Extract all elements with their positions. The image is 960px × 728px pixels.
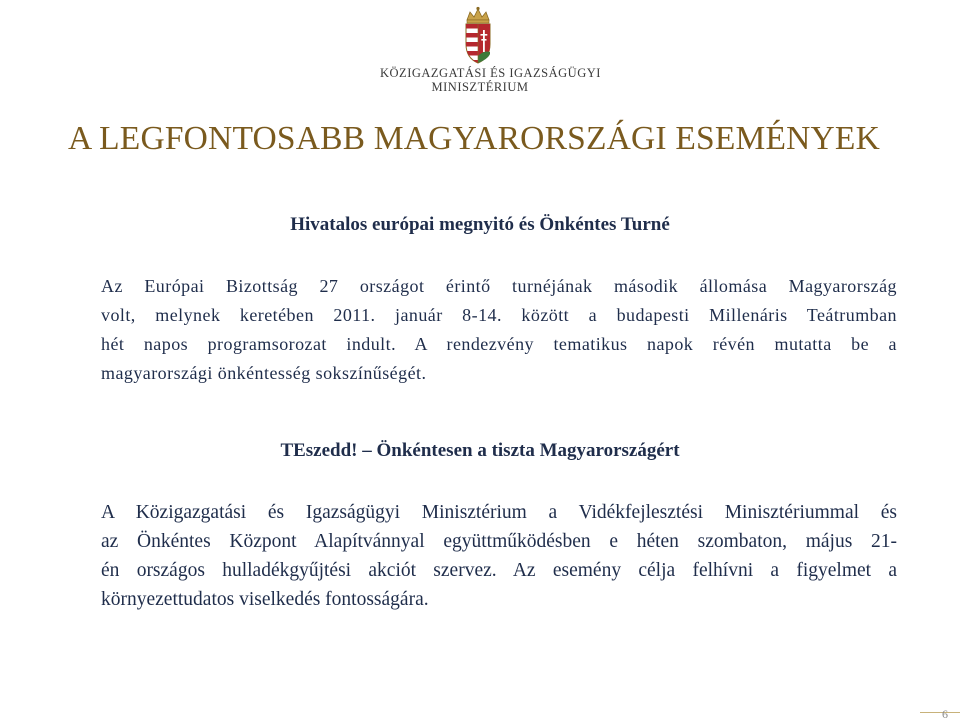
paragraph-line: A Közigazgatási és Igazságügyi Minisztérium a Vidékfejlesztési Minisztériummal és	[101, 502, 897, 523]
section1-paragraph	[101, 272, 897, 388]
ministry-name-line2: MINISZTÉRIUM	[431, 80, 529, 94]
paragraph-line: magyarországi önkéntesség sokszínűségét.	[101, 363, 427, 383]
paragraph-line: volt, melynek keretében 2011. január 8-14. között a budapesti Millenáris Teátrumban	[101, 305, 897, 325]
section2-paragraph	[101, 498, 897, 614]
ministry-name-line1: KÖZIGAZGATÁSI ÉS IGAZSÁGÜGYI	[380, 66, 601, 80]
paragraph-line: hét napos programsorozat indult. A rendezvény tematikus napok révén mutatta be a	[101, 334, 897, 354]
footer-divider	[920, 712, 960, 713]
section1-heading: Hivatalos európai megnyitó és Önkéntes Turné	[290, 214, 670, 235]
paragraph-line: Az Európai Bizottság 27 országot érintő turnéjának második állomása Magyarország	[101, 276, 897, 296]
page-number: 6	[942, 707, 948, 721]
paragraph-line: az Önkéntes Központ Alapítvánnyal együttműködésben e héten szombaton, május 21-	[101, 531, 897, 552]
section2-heading: TEszedd! – Önkéntesen a tiszta Magyarországért	[280, 440, 680, 461]
hungarian-coat-of-arms-icon	[458, 6, 498, 66]
page-title: A LEGFONTOSABB MAGYARORSZÁGI ESEMÉNYEK	[68, 120, 880, 157]
paragraph-line: környezettudatos viselkedés fontosságára.	[101, 589, 429, 610]
paragraph-line: én országos hulladékgyűjtési akciót szervez. Az esemény célja felhívni a figyelmet a	[101, 560, 897, 581]
